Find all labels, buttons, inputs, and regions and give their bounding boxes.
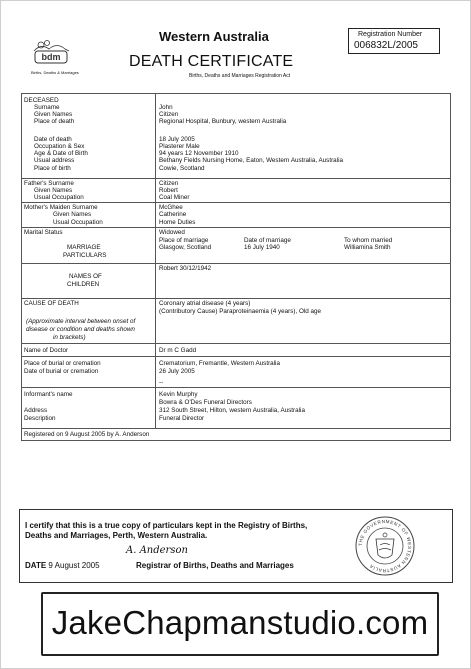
seal-text: THE GOVERNMENT OF WESTERN AUSTRALIA	[357, 518, 413, 574]
certification-box	[19, 509, 453, 583]
doctor-label: Name of Doctor	[24, 347, 69, 354]
certification-line-2: Deaths and Marriages, Perth, Western Australia.	[25, 531, 208, 540]
usual-address-label: Usual address	[34, 157, 75, 164]
mother-given-names-label: Given Names	[53, 211, 92, 218]
occupation-sex-label: Occupation & Sex	[34, 143, 85, 150]
informant-address-value: 312 South Street, Hilton, western Australia, Australia	[159, 407, 305, 414]
certification-date-value: 9 August 2005	[48, 561, 100, 570]
father-surname-label: Father's Surname	[24, 180, 74, 187]
to-whom-married-label: To whom married	[344, 237, 393, 244]
registration-number: 006832L/2005	[354, 40, 418, 51]
children-value: Robert 30/12/1942	[159, 265, 212, 272]
burial-date-label: Date of burial or cremation	[24, 368, 99, 375]
informant-name-value: Kevin Murphy	[159, 391, 198, 398]
row-divider	[21, 202, 451, 203]
marital-status-label: Marital Status	[24, 229, 63, 236]
children-label: NAMES OF	[69, 273, 102, 280]
father-occupation-label: Usual Occupation	[34, 194, 84, 201]
page-title: DEATH CERTIFICATE	[129, 53, 294, 70]
cause-line-1: Coronary atrial disease (4 years)	[159, 300, 251, 307]
row-divider	[21, 298, 451, 299]
burial-date-value: 26 July 2005	[159, 368, 195, 375]
government-seal-icon	[354, 515, 416, 577]
registration-box	[348, 28, 440, 54]
surname-value: John	[159, 104, 173, 111]
to-whom-married-value: Williamina Smith	[344, 244, 391, 251]
date-of-death-value: 18 July 2005	[159, 136, 195, 143]
father-given-names-value: Robert	[159, 187, 178, 194]
place-of-birth-value: Cowie, Scotland	[159, 165, 205, 172]
bdm-logo-icon	[31, 39, 73, 69]
watermark-banner	[41, 592, 439, 656]
cause-note: in brackets)	[53, 334, 86, 341]
row-divider	[21, 387, 451, 388]
date-of-marriage-label: Date of marriage	[244, 237, 291, 244]
mother-surname-value: McGhee	[159, 204, 183, 211]
burial-place-label: Place of burial or cremation	[24, 360, 101, 367]
deceased-heading: DECEASED	[24, 97, 59, 104]
informant-name-label: Informant's name	[24, 391, 73, 398]
cause-of-death-label: CAUSE OF DEATH	[24, 300, 79, 307]
mother-occupation-value: Home Duties	[159, 219, 196, 226]
place-of-marriage-label: Place of marriage	[159, 237, 209, 244]
registrar-title: Registrar of Births, Deaths and Marriages	[136, 561, 294, 570]
father-given-names-label: Given Names	[34, 187, 73, 194]
svg-text:bdm: bdm	[41, 52, 61, 62]
burial-dashes: --	[159, 379, 164, 386]
date-of-death-label: Date of death	[34, 136, 72, 143]
column-divider	[155, 93, 156, 428]
marriage-particulars-label: PARTICULARS	[63, 252, 107, 259]
registration-label: Registration Number	[358, 31, 423, 38]
row-divider	[21, 227, 451, 228]
state-heading: Western Australia	[159, 29, 269, 44]
certification-date-label: DATE	[25, 561, 47, 570]
burial-place-value: Crematorium, Fremantle, Western Australia	[159, 360, 280, 367]
informant-description-value: Funeral Director	[159, 415, 205, 422]
registered-line: Registered on 9 August 2005 by A. Anderson	[24, 431, 150, 438]
marriage-particulars-label: MARRIAGE	[67, 244, 101, 251]
informant-company: Bowra & O'Des Funeral Directors	[159, 399, 252, 406]
row-divider	[21, 178, 451, 179]
svg-text:THE GOVERNMENT OF WESTERN AUST	[358, 519, 412, 573]
father-surname-value: Citizen	[159, 180, 179, 187]
place-of-death-value: Regional Hospital, Bunbury, western Australia	[159, 118, 287, 125]
watermark-text: JakeChapmanstudio.com	[51, 604, 429, 641]
row-divider	[21, 343, 451, 344]
doctor-value: Dr m C Gadd	[159, 347, 197, 354]
given-names-label: Given Names	[34, 111, 73, 118]
given-names-value: Citizen	[159, 111, 179, 118]
cause-line-2: (Contributory Cause) Paraproteinaemia (4 years), Old age	[159, 308, 322, 315]
cause-note: disease or condition and deaths shown	[26, 326, 135, 333]
age-dob-label: Age & Date of Birth	[34, 150, 88, 157]
surname-label: Surname	[34, 104, 60, 111]
row-divider	[21, 263, 451, 264]
certification-line-1: I certify that this is a true copy of particulars kept in the Registry of Births,	[25, 521, 308, 530]
children-label: CHILDREN	[67, 281, 100, 288]
mother-occupation-label: Usual Occupation	[53, 219, 103, 226]
place-of-birth-label: Place of birth	[34, 165, 71, 172]
father-occupation-value: Coal Miner	[159, 194, 190, 201]
marital-status-value: Widowed	[159, 229, 185, 236]
particulars-table	[21, 93, 451, 441]
occupation-sex-value: Plasterer Male	[159, 143, 200, 150]
government-seal	[354, 515, 416, 577]
cause-note: (Approximate interval between onset of	[26, 318, 136, 325]
informant-address-label: Address	[24, 407, 48, 414]
registrar-signature: A. Anderson	[126, 545, 188, 556]
certification-date	[25, 561, 100, 571]
place-of-marriage-value: Glasgow, Scotland	[159, 244, 212, 251]
mother-given-names-value: Catherine	[159, 211, 187, 218]
mother-surname-label: Mother's Maiden Surname	[24, 204, 98, 211]
place-of-death-label: Place of death	[34, 118, 75, 125]
age-dob-value: 94 years 12 November 1910	[159, 150, 239, 157]
row-divider	[21, 356, 451, 357]
bdm-logo	[31, 39, 79, 79]
act-subtitle: Births, Deaths and Marriages Registration Act	[189, 73, 291, 79]
row-divider	[21, 428, 451, 429]
usual-address-value: Bethany Fields Nursing Home, Eaton, Western Australia, Australia	[159, 157, 343, 164]
logo-caption: Births, Deaths & Marriages	[31, 70, 79, 75]
informant-description-label: Description	[24, 415, 56, 422]
date-of-marriage-value: 16 July 1940	[244, 244, 280, 251]
